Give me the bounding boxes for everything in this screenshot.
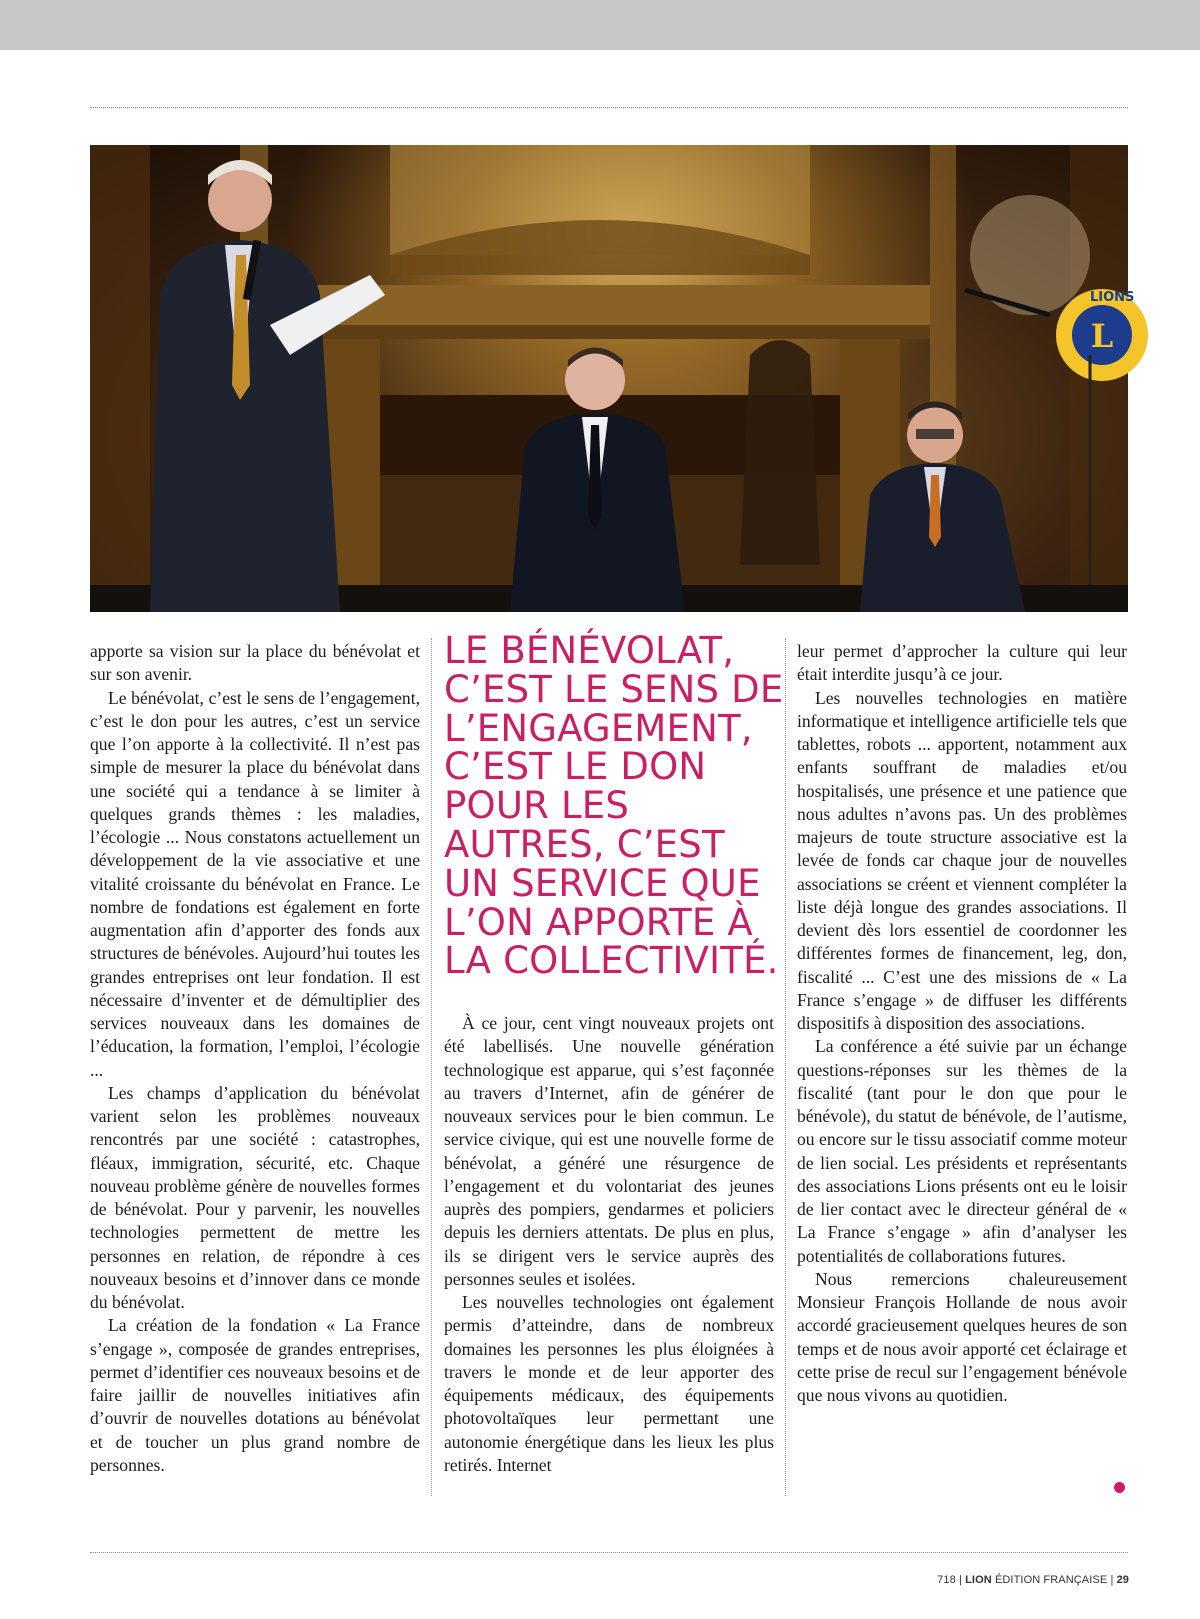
edition-name: ÉDITION FRANÇAISE xyxy=(994,1574,1108,1586)
paragraph: La création de la fondation « La France s’engage », composée de grandes entreprises, permet d’identifier ces nouveaux besoins et de faire jaillir de nouvelles initiatives afin d’ouvrir de nouvelles dotations au bénévolat et de toucher un plus grand nombre de personnes. xyxy=(90,1315,420,1475)
end-of-article-mark xyxy=(1114,1482,1125,1493)
paragraph: Nous remercions chaleureusement Monsieur François Hollande de nous avoir accordé gracieusement quelques heures de son temps et de nous avoir apporté cet éclairage et cette prise de recul sur l’engagement bénévole que nous vivons au quotidien. xyxy=(797,1268,1127,1405)
paragraph: À ce jour, cent vingt nouveaux projets ont été labellisés. Une nouvelle génération technologique est apparue, qui s’est façonnée au travers d’Internet, afin de générer de nouveaux services pour le bien commun. Le service civique, qui est une nouvelle forme de bénévolat, a généré une résurgence de l’engagement et du volontariat des jeunes auprès des pompiers, gendarmes et policiers depuis les derniers attentats. De plus en plus, ils se dirigent vers le service auprès des personnes seules et isolées. xyxy=(444,1013,774,1289)
page-footer xyxy=(937,1574,1129,1586)
paragraph: Le bénévolat, c’est le sens de l’engagement, c’est le don pour les autres, c’est un service que l’on apporte à la collectivité. Il n’est pas simple de mesurer la place du bénévolat dans une société qui a tendance à se limiter à quelques grands thèmes : les maladies, l’écologie ... Nous constatons actuellement un développement de la vie associative et une vitalité croissante du bénévolat en France. Le nombre de fondations est également en forte augmentation afin d’apporter des fonds aux structures de bénévoles. Aujourd’hui toutes les grandes entreprises ont leur fondation. Il est nécessaire d’inventer et de démultiplier des services nouveaux dans les domaines de l’éducation, la formation, l’emploi, l’écologie ... xyxy=(90,687,420,1080)
paragraph: leur permet d’approcher la culture qui leur était interdite jusqu’à ce jour. xyxy=(797,641,1127,685)
top-dotted-rule xyxy=(90,107,1128,108)
seated-figure-center xyxy=(510,348,685,613)
column-divider xyxy=(431,638,432,1496)
issue-number: 718 xyxy=(937,1574,956,1586)
photo-illustration xyxy=(90,145,1135,612)
column-divider xyxy=(785,638,786,1496)
lions-emblem-text: LIONS xyxy=(1090,290,1135,305)
footer-separator: | xyxy=(958,1574,962,1586)
paragraph: Les nouvelles technologies ont également permis d’atteindre, dans de nombreux domaines les personnes les plus éloignées à travers le monde et de leur apporter des équipements médicaux, des équipements photovoltaïques leur permettant une autonomie énergétique dans les lieux les plus retirés. Internet xyxy=(444,1292,774,1475)
pull-quote: LE BÉNÉVOLAT, C’EST LE SENS DE L’ENGAGEMENT, C’EST LE DON POUR LES AUTRES, C’EST UN SERVICE QUE L’ON APPORTE À LA COLLECTIVITÉ. xyxy=(444,629,784,983)
paragraph: Les champs d’application du bénévolat varient selon les problèmes nouveaux rencontrés par une société : catastrophes, fléaux, immigration, sécurité, etc. Chaque nouveau problème génère de nouvelles formes de bénévolat. Pour y parvenir, les nouvelles technologies permettent de mettre les personnes en relation, de répondre à ces nouveaux besoins et d’innover dans ce monde du bénévolat. xyxy=(90,1082,420,1312)
lions-emblem-letter: L xyxy=(1090,317,1114,355)
top-gray-band xyxy=(0,0,1200,50)
event-photo xyxy=(90,145,1135,612)
article-column-2 xyxy=(444,1012,774,1477)
paragraph: Les nouvelles technologies en matière informatique et intelligence artificielle tels que tablettes, robots ... apportent, notamment aux enfants souffrant de maladies et/ou hospitalisés, une présence et une patience que nous adultes n’avons pas. Un des problèmes majeurs de toute structure associative est la levée de fonds car chaque jour de nouvelles associations se créent et viennent compléter la liste déjà longue des grandes associations. Il devient dès lors essentiel de coordonner les différentes formes de financement, leg, don, fiscalité ... C’est une des missions de « La France s’engage » de diffuser les différents dispositifs à disposition des associations. xyxy=(797,687,1127,1033)
paragraph: apporte sa vision sur la place du bénévolat et sur son avenir. xyxy=(90,641,420,685)
article-column-1 xyxy=(90,640,420,1477)
page-number: 29 xyxy=(1116,1574,1129,1586)
paragraph: La conférence a été suivie par un échange questions-réponses sur les thèmes de la fiscalité (tant pour le don que pour le bénévole), du statut de bénévole, de l’autisme, ou encore sur le tissu associatif comme moteur de lien social. Les présidents et représentants des associations Lions présents ont eu le loisir de lier contact avec le directeur général de « La France s’engage » afin d’analyser les potentialités de collaborations futures. xyxy=(797,1036,1127,1266)
article-column-3 xyxy=(797,640,1127,1407)
magazine-name: LION xyxy=(965,1574,992,1586)
bottom-dotted-rule xyxy=(90,1552,1128,1553)
footer-separator: | xyxy=(1110,1574,1114,1586)
